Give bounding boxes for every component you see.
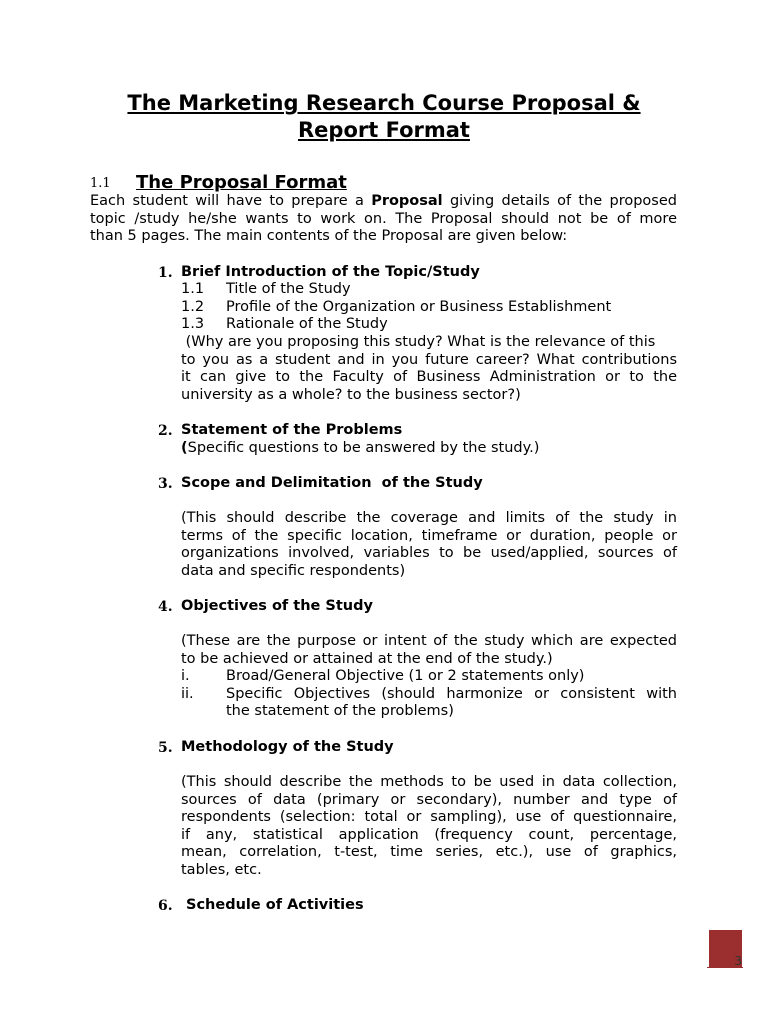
item-number: 5.	[158, 740, 173, 756]
item-heading: Methodology of the Study	[181, 739, 394, 755]
item-4-subitems: i. Broad/General Objective (1 or 2 statements only) ii. Specific Objectives (should harmonize or consistent with the statement of the problems)	[181, 668, 677, 720]
item-1-subitems	[181, 281, 611, 334]
item-2-description: (Specific questions to be answered by the study.)	[181, 440, 540, 456]
item-5-description: (This should describe the methods to be used in data collection, sources of data (primary or secondary), number and type of respondents (selection: total or sampling), use of questionnaire, if any, statistical application (frequency count, percentage, mean, correlation, t-test, time series, etc.), use of graphics, tables, etc.	[181, 774, 677, 878]
document-title	[0, 90, 768, 144]
section-title: The Proposal Format	[136, 172, 347, 193]
intro-line-3: than 5 pages. The main contents of the Proposal are given below:	[90, 228, 568, 245]
title-line-2: Report Format	[298, 118, 470, 142]
item-heading: Scope and Delimitation of the Study	[181, 475, 483, 491]
section-heading	[90, 172, 111, 191]
intro-line-1: Each student will have to prepare a Proposal giving details of the proposed	[90, 193, 677, 209]
list-item: 1.3 Rationale of the Study	[181, 316, 388, 333]
page-number: 3	[734, 954, 742, 968]
item-number: 3.	[158, 476, 173, 492]
list-item: ii. Specific Objectives (should harmonize or consistent with	[181, 685, 677, 702]
item-1-description: (Why are you proposing this study? What is the relevance of this to you as a student and in you future career? What contributions it can give to the Faculty of Business Administration or to the university as a whole? to the business sector?)	[181, 334, 677, 403]
item-number: 1.	[158, 265, 173, 281]
item-number: 6.	[158, 898, 173, 914]
list-item: i. Broad/General Objective (1 or 2 statements only)	[181, 668, 585, 684]
list-item: 1.1 Title of the Study	[181, 281, 351, 297]
item-number: 2.	[158, 423, 173, 439]
intro-line-2: topic /study he/she wants to work on. The Proposal should not be of more	[90, 210, 677, 227]
intro-paragraph	[90, 193, 677, 246]
title-line-1: The Marketing Research Course Proposal &	[127, 91, 641, 115]
item-number: 4.	[158, 599, 173, 615]
section-number: 1.1	[90, 176, 111, 191]
item-3-description: (This should describe the coverage and limits of the study in terms of the specific location, timeframe or duration, people or organizations involved, variables to be used/applied, sources of data and specific respondents)	[181, 510, 677, 579]
item-4-description: (These are the purpose or intent of the study which are expected to be achieved or attained at the end of the study.)	[181, 633, 677, 667]
proposal-bold: Proposal	[371, 193, 443, 209]
list-item: 1.2 Profile of the Organization or Business Establishment	[181, 298, 612, 315]
item-heading: Brief Introduction of the Topic/Study	[181, 264, 480, 280]
item-heading: Statement of the Problems	[181, 422, 403, 438]
item-heading: Schedule of Activities	[186, 897, 364, 913]
item-heading: Objectives of the Study	[181, 598, 373, 614]
